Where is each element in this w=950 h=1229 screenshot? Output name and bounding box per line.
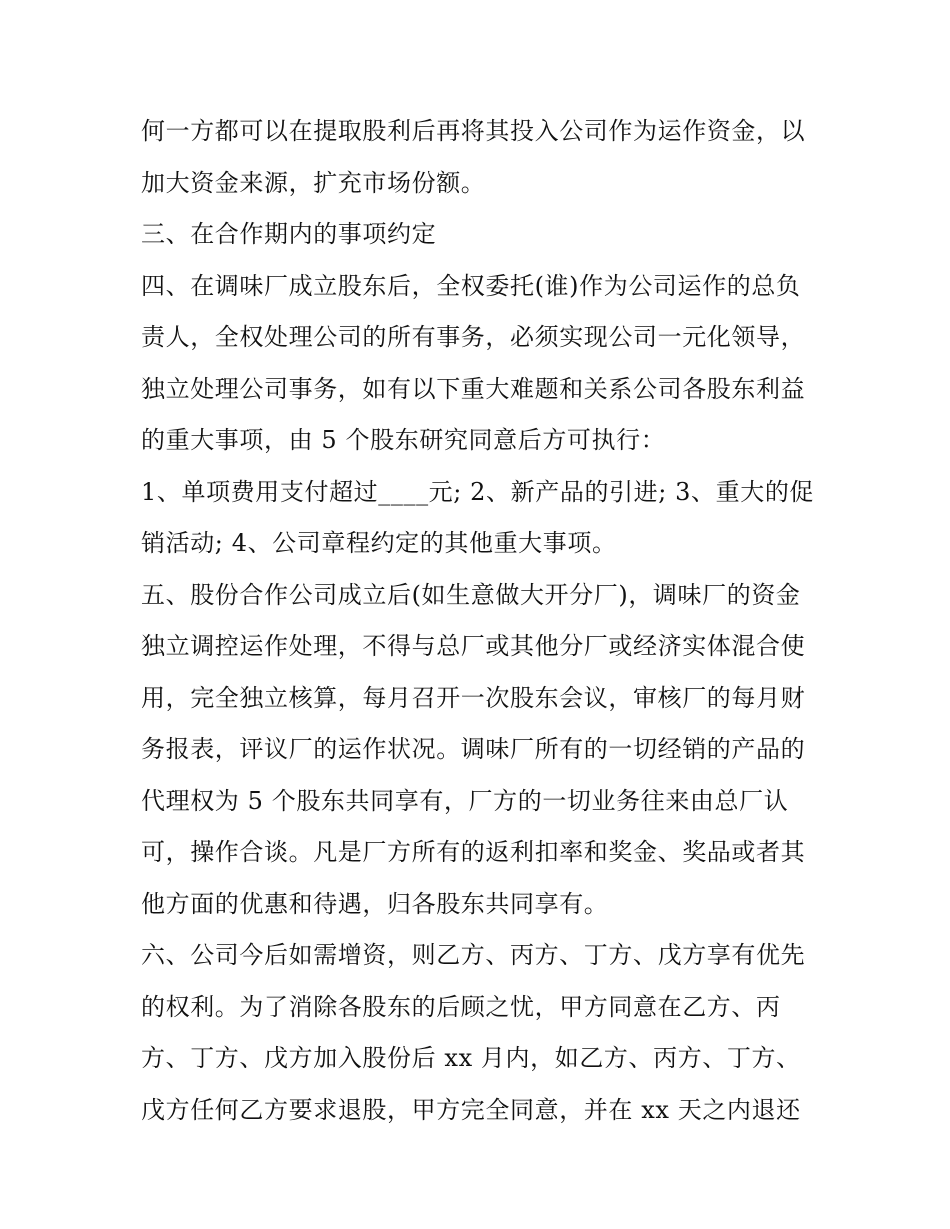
text-line: 责人，全权处理公司的所有事务，必须实现公司一元化领导， [141, 323, 806, 351]
text-line: 用，完全独立核算，每月召开一次股东会议，审核厂的每月财 [141, 683, 806, 712]
text-line: 他方面的优惠和待遇，归各股东共同享有。 [141, 889, 609, 918]
text-line: 务报表，评议厂的运作状况。调味厂所有的一切经销的产品的 [141, 735, 806, 763]
text-line: 独立调控运作处理，不得与总厂或其他分厂或经济实体混合使 [141, 632, 806, 660]
text-line: 何一方都可以在提取股利后再将其投入公司作为运作资金，以 [141, 117, 806, 145]
text-line: 独立处理公司事务，如有以下重大难题和关系公司各股东利益 [141, 374, 806, 403]
text-line: 可，操作合谈。凡是厂方所有的返利扣率和奖金、奖品或者其 [141, 838, 806, 866]
text-line: 加大资金来源，扩充市场份额。 [141, 168, 486, 197]
text-line: 戊方任何乙方要求退股，甲方完全同意，并在 xx 天之内退还 [141, 1095, 801, 1124]
text-line: 的权利。为了消除各股东的后顾之忧，甲方同意在乙方、丙 [141, 992, 781, 1021]
text-line: 方、丁方、戊方加入股份后 xx 月内，如乙方、丙方、丁方、 [141, 1044, 801, 1072]
section-heading: 三、在合作期内的事项约定 [141, 220, 437, 248]
text-line: 四、在调味厂成立股东后，全权委托(谁)作为公司运作的总负 [141, 271, 801, 300]
text-line: 1、单项费用支付超过____元; 2、新产品的引进; 3、重大的促 [141, 477, 815, 506]
text-line: 六、公司今后如需增资，则乙方、丙方、丁方、戊方享有优先 [141, 941, 806, 969]
text-line: 五、股份合作公司成立后(如生意做大开分厂)，调味厂的资金 [141, 580, 801, 609]
text-line: 代理权为 5 个股东共同享有，厂方的一切业务往来由总厂认 [141, 786, 789, 815]
text-line: 的重大事项，由 5 个股东研究同意后方可执行： [141, 426, 666, 454]
text-line: 销活动; 4、公司章程约定的其他重大事项。 [141, 529, 617, 557]
document-body [141, 106, 821, 1136]
